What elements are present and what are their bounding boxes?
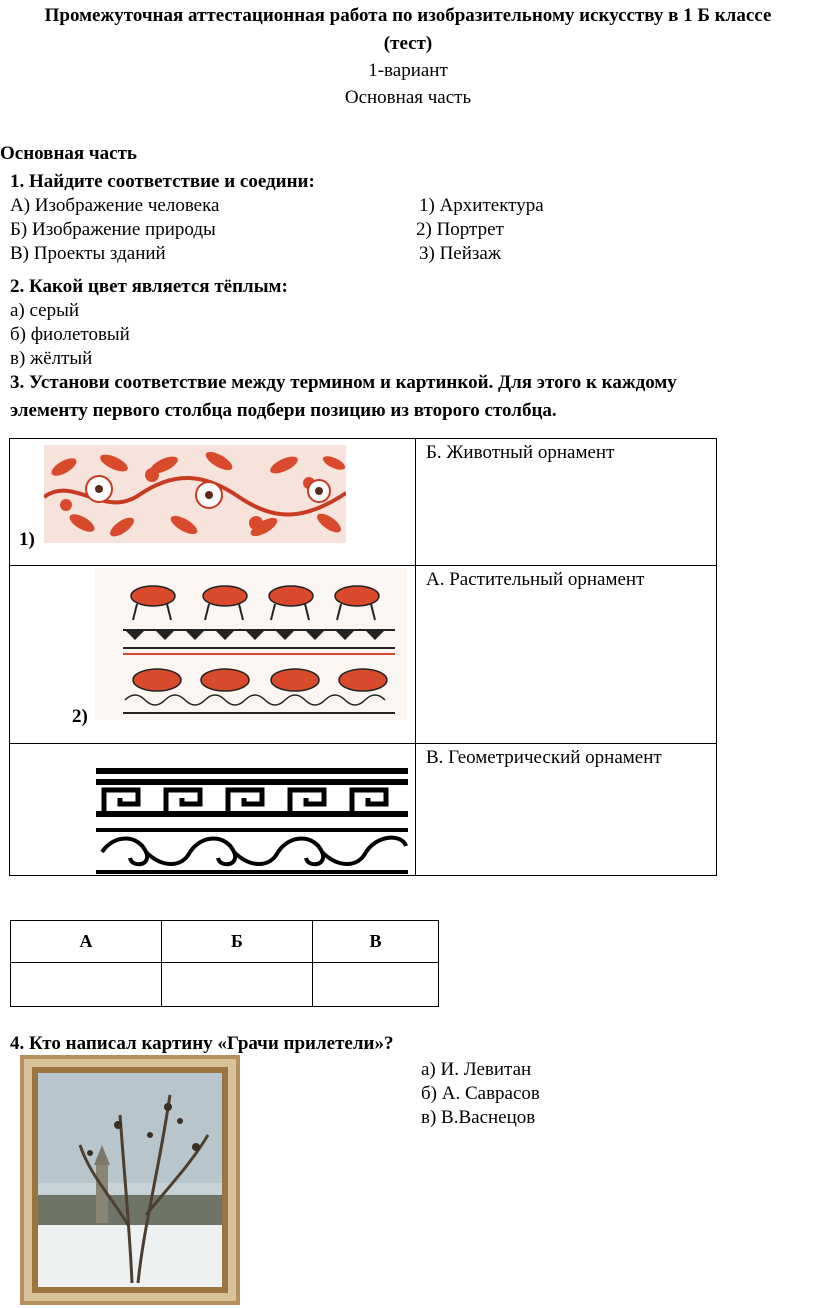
q1-left-item: Б) Изображение природы xyxy=(10,219,216,240)
ornament-label-cell xyxy=(416,439,717,566)
question-3-line2: элементу первого столбца подбери позицию из второго столбца. xyxy=(10,400,557,421)
document-title-line1: Промежуточная аттестационная работа по изобразительному искусству в 1 Б классе xyxy=(44,5,772,26)
q4-option: а) И. Левитан xyxy=(421,1059,532,1080)
answer-table xyxy=(10,920,439,1007)
q2-option: а) серый xyxy=(10,300,80,321)
answer-header-cell: А xyxy=(11,921,162,963)
row-number: 1) xyxy=(19,529,35,550)
answer-header-cell: Б xyxy=(162,921,313,963)
question-2: 2. Какой цвет является тёплым: xyxy=(10,276,288,297)
table-row xyxy=(10,744,717,876)
q1-right-item: 1) Архитектура xyxy=(419,195,544,216)
answer-header-row xyxy=(11,921,439,963)
answer-cell[interactable] xyxy=(162,963,313,1007)
answer-cell[interactable] xyxy=(11,963,162,1007)
q1-right-item: 2) Портрет xyxy=(416,219,504,240)
table-row xyxy=(10,566,717,744)
section-heading: Основная часть xyxy=(0,143,137,164)
ornament-image-cell xyxy=(10,439,416,566)
q1-left-item: В) Проекты зданий xyxy=(10,243,166,264)
plant-ornament-image xyxy=(44,445,346,543)
question-4: 4. Кто написал картину «Грачи прилетели»? xyxy=(10,1033,394,1054)
question-1-text: . Найдите соответствие и соедини: xyxy=(19,171,315,192)
question-1 xyxy=(10,170,315,194)
ornament-label: А. Растительный орнамент xyxy=(426,569,645,590)
geometric-ornament-image xyxy=(96,768,408,876)
ornament-label: Б. Животный орнамент xyxy=(426,442,615,463)
q2-option: б) фиолетовый xyxy=(10,324,130,345)
q2-option: в) жёлтый xyxy=(10,348,93,369)
painting-image xyxy=(20,1055,240,1305)
row-number: 2) xyxy=(72,706,88,727)
question-3-line1: 3. Установи соответствие между термином и картинкой. Для этого к каждому xyxy=(10,372,677,393)
q4-option: в) В.Васнецов xyxy=(421,1107,536,1128)
ornament-label-cell xyxy=(416,566,717,744)
section-label: Основная часть xyxy=(344,87,472,108)
ornament-label-cell xyxy=(416,744,717,876)
ornament-image-cell xyxy=(10,744,416,876)
answer-header-cell: В xyxy=(313,921,439,963)
answer-input-row xyxy=(11,963,439,1007)
ornament-matching-table xyxy=(9,438,717,876)
answer-cell[interactable] xyxy=(313,963,439,1007)
document-title-line2: (тест) xyxy=(383,33,433,54)
question-1-number: 1 xyxy=(10,171,20,192)
variant-label: 1-вариант xyxy=(368,60,448,81)
table-row xyxy=(10,439,717,566)
q1-left-item: А) Изображение человека xyxy=(10,195,220,216)
ornament-image-cell xyxy=(10,566,416,744)
animal-ornament-image xyxy=(95,568,407,720)
q1-right-item: 3) Пейзаж xyxy=(419,243,501,264)
ornament-label: В. Геометрический орнамент xyxy=(426,747,662,768)
q4-option: б) А. Саврасов xyxy=(421,1083,540,1104)
